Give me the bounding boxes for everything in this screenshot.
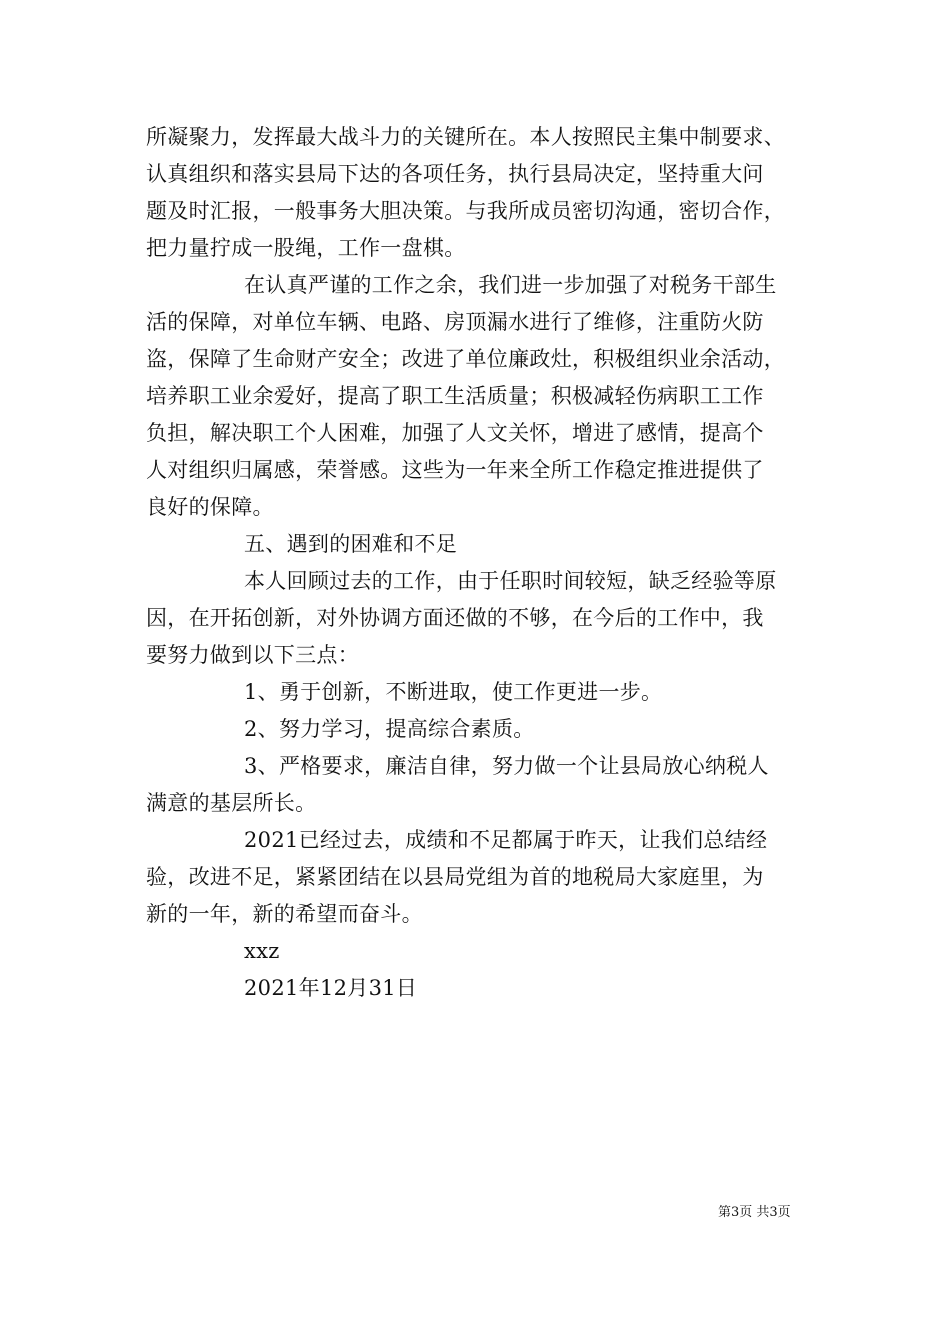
text-line: 盗，保障了生命财产安全；改进了单位廉政灶，积极组织业余活动， bbox=[146, 347, 785, 371]
text-line: 要努力做到以下三点： bbox=[146, 643, 359, 667]
list-item: 1、勇于创新，不断进取，使工作更进一步。 bbox=[244, 680, 663, 704]
paragraph-start-line: 2021已经过去，成绩和不足都属于昨天，让我们总结经 bbox=[244, 828, 768, 852]
text-line: 人对组织归属感，荣誉感。这些为一年来全所工作稳定推进提供了 bbox=[146, 458, 764, 482]
text-line: 所凝聚力，发挥最大战斗力的关键所在。本人按照民主集中制要求、 bbox=[146, 125, 785, 149]
text-line: 满意的基层所长。 bbox=[146, 791, 317, 815]
text-line: 负担，解决职工个人困难，加强了人文关怀，增进了感情，提高个 bbox=[146, 421, 764, 445]
paragraph-start-line: 在认真严谨的工作之余，我们进一步加强了对税务干部生 bbox=[244, 273, 777, 297]
page-number-footer: 第3页 共3页 bbox=[718, 1205, 791, 1220]
text-line: 培养职工业余爱好，提高了职工生活质量；积极减轻伤病职工工作 bbox=[146, 384, 764, 408]
signature-name: xxz bbox=[244, 939, 280, 963]
section-heading: 五、遇到的困难和不足 bbox=[244, 532, 457, 556]
signature-date: 2021年12月31日 bbox=[244, 976, 418, 1000]
paragraph-start-line: 本人回顾过去的工作，由于任职时间较短，缺乏经验等原 bbox=[244, 569, 777, 593]
text-line: 因，在开拓创新，对外协调方面还做的不够，在今后的工作中，我 bbox=[146, 606, 764, 630]
text-line: 题及时汇报，一般事务大胆决策。与我所成员密切沟通，密切合作， bbox=[146, 199, 785, 223]
text-line: 验，改进不足，紧紧团结在以县局党组为首的地税局大家庭里，为 bbox=[146, 865, 764, 889]
text-line: 认真组织和落实县局下达的各项任务，执行县局决定，坚持重大问 bbox=[146, 162, 764, 186]
text-line: 活的保障，对单位车辆、电路、房顶漏水进行了维修，注重防火防 bbox=[146, 310, 764, 334]
text-line: 新的一年，新的希望而奋斗。 bbox=[146, 902, 423, 926]
text-line: 把力量拧成一股绳，工作一盘棋。 bbox=[146, 236, 466, 260]
text-line: 良好的保障。 bbox=[146, 495, 274, 519]
list-item: 3、严格要求，廉洁自律，努力做一个让县局放心纳税人 bbox=[244, 754, 769, 778]
list-item: 2、努力学习，提高综合素质。 bbox=[244, 717, 535, 741]
